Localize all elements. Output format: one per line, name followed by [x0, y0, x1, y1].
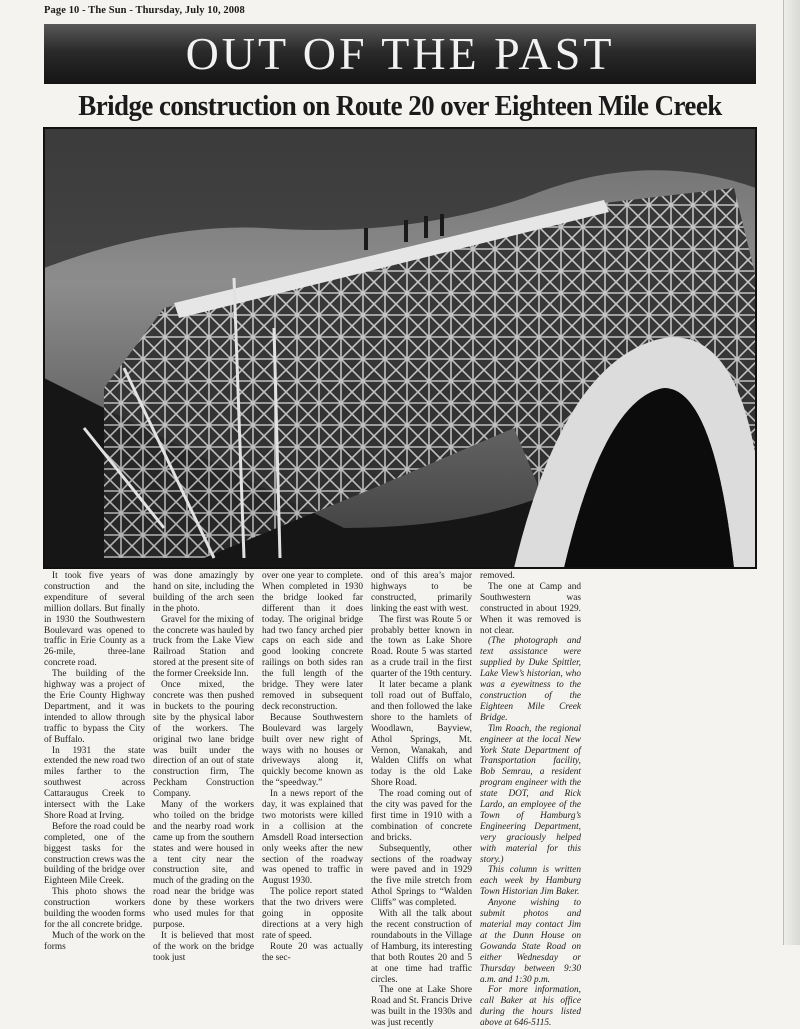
column-2: [153, 571, 254, 963]
bridge-construction-photo: [44, 128, 756, 568]
paragraph: The road coming out of the city was paved for the first time in 1910 with a combination of concrete and bricks.: [371, 789, 472, 843]
paragraph: In a news report of the day, it was explained that two motorists were killed in a collision at the Amsdell Road intersection only weeks after the new section of the roadway was opened to traffic in August 1930.: [262, 789, 363, 887]
paragraph: With all the talk about the recent construction of roundabouts in the Village of Hamburg, its interesting that both Routes 20 and 5 at one time had traffic circles.: [371, 909, 472, 985]
paragraph: (The photograph and text assistance were supplied by Duke Spittler, Lake View’s historian, who was a eyewitness to the construction of the Eighteen Mile Creek Bridge.: [480, 636, 581, 723]
paragraph: The building of the highway was a project of the Erie County Highway Department, and it was intended to allow through traffic to bypass the City of Buffalo.: [44, 669, 145, 745]
paragraph: The first was Route 5 or probably better known in the town as Lake Shore Road. Route 5 was started as a crude trail in the first quarter of the 19th century.: [371, 614, 472, 680]
banner-title: OUT OF THE PAST: [185, 28, 615, 79]
section-banner: [44, 24, 756, 84]
paragraph: The one at Lake Shore Road and St. Francis Drive was built in the 1930s and was just recently: [371, 985, 472, 1029]
paragraph: over one year to complete. When completed in 1930 the bridge looked far different than it does today. The original bridge had two fancy arched pier caps on each side and good looking concrete railings on both sides ran the full length of the bridge. They were later removed in subsequent deck reconstruction.: [262, 571, 363, 712]
page-fold-edge: [783, 0, 800, 945]
paragraph: It is believed that most of the work on the bridge took just: [153, 930, 254, 963]
paragraph: The police report stated that the two drivers were going in opposite directions at a very high rate of speed.: [262, 887, 363, 941]
paragraph: Subsequently, other sections of the roadway were paved and in 1929 the five mile stretch from Athol Springs to “Walden Cliffs” was completed.: [371, 843, 472, 909]
paragraph: Once mixed, the concrete was then pushed in buckets to the pouring site by the physical labor of the workers. The original two lane bridge was built under the direction of an out of state construction firm, The Peckham Construction Company.: [153, 680, 254, 800]
page-folio: Page 10 - The Sun - Thursday, July 10, 2008: [44, 5, 245, 16]
paragraph: was done amazingly by hand on site, including the building of the arch seen in the photo.: [153, 571, 254, 614]
paragraph: Route 20 was actually the sec-: [262, 941, 363, 963]
paragraph: Gravel for the mixing of the concrete was hauled by truck from the Lake View Railroad Station and stored at the present site of the former Creekside Inn.: [153, 614, 254, 680]
paragraph: Because Southwestern Boulevard was largely built over new right of ways with no houses or driveways along it, quickly become known as the “speedway.”: [262, 712, 363, 789]
paragraph: Much of the work on the forms: [44, 930, 145, 952]
photo-illustration: [44, 128, 756, 568]
column-1: [44, 571, 145, 952]
article-headline: Bridge construction on Route 20 over Eighteen Mile Creek: [78, 90, 722, 122]
paragraph: Anyone wishing to submit photos and material may contact Jim at the Dunn House on Gowanda State Road on either Wednesday or Thursday between 9:30 a.m. and 1:30 p.m.: [480, 898, 581, 985]
column-5: [480, 571, 581, 1029]
paragraph: For more information, call Baker at his office during the hours listed above at 646-5115.: [480, 985, 581, 1029]
paragraph: In 1931 the state extended the new road two miles farther to the southwest across Cattaraugus Creek to intersect with the Lake Shore Road at Irving.: [44, 745, 145, 821]
paragraph: Many of the workers who toiled on the bridge and the nearby road work came up from the southern states and were housed in a tent city near the construction site, and much of the grading on the road near the bridge was done by these workers who used mules for that purpose.: [153, 800, 254, 930]
paragraph: removed.: [480, 571, 515, 581]
paragraph: This column is written each week by Hamburg Town Historian Jim Baker.: [480, 865, 581, 898]
paragraph: ond of this area’s major highways to be constructed, primarily linking the east with west.: [371, 571, 472, 614]
paragraph: This photo shows the construction workers building the wooden forms for the all concrete bridge.: [44, 887, 145, 930]
column-3: [262, 571, 363, 963]
paragraph: Tim Roach, the regional engineer at the local New York State Department of Transportation facility, Bob Semrau, a resident program engineer with the state DOT, and Rick Lardo, an employee of the Town of Hamburg’s Engineering Department, very graciously helped with material for this story.): [480, 723, 581, 865]
paragraph: The one at Camp and Southwestern was constructed in about 1929. When it was removed is not clear.: [480, 581, 581, 636]
paragraph: It later became a plank toll road out of Buffalo, and then followed the lake shore to the hamlets of Woodlawn, Bayview, Athol Springs, Mt. Vernon, Wanakah, and Walden Cliffs on what today is the old Lake Shore Road.: [371, 680, 472, 789]
article-body: [44, 571, 756, 1029]
paragraph: Before the road could be completed, one of the biggest tasks for the construction crews was the building of the bridge over Eighteen Mile Creek.: [44, 821, 145, 887]
paragraph: It took five years of construction and the expenditure of several million dollars. But finally in 1930 the Southwestern Boulevard was opened to traffic in Erie County as a 26-mile, three-lane concrete road.: [44, 571, 145, 669]
column-4: [371, 571, 472, 1029]
